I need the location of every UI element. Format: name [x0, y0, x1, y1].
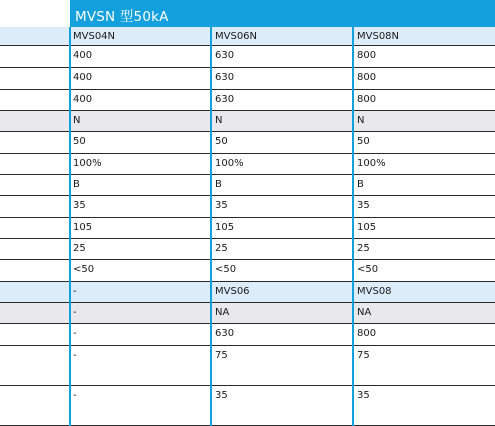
table-cell: MVS06N — [215, 31, 258, 42]
table-cell: 50 — [215, 136, 228, 147]
table-cell: - — [73, 390, 77, 401]
table-cell: N — [73, 115, 81, 126]
table-row — [0, 27, 495, 46]
table-row — [0, 346, 495, 386]
table-cell: - — [73, 350, 77, 361]
table-row — [0, 282, 495, 303]
table-cell: 800 — [357, 50, 377, 61]
table-cell: 75 — [357, 350, 370, 361]
table-cell: 25 — [215, 243, 228, 254]
table-cell: <50 — [73, 264, 95, 275]
table-cell: - — [73, 328, 77, 339]
table-cell: MVS08N — [357, 31, 400, 42]
table-cell: 25 — [357, 243, 370, 254]
column-divider — [352, 27, 354, 426]
table-cell: B — [73, 179, 80, 190]
table-cell: 35 — [73, 200, 86, 211]
table-cell: 630 — [215, 94, 235, 105]
table-cell: <50 — [357, 264, 379, 275]
table-cell: 35 — [215, 200, 228, 211]
table-cell: 35 — [215, 390, 228, 401]
table-cell: 400 — [73, 50, 93, 61]
table-cell: N — [215, 115, 223, 126]
table-cell: 630 — [215, 72, 235, 83]
table-cell: MVS06 — [215, 286, 250, 297]
table-cell: 50 — [73, 136, 86, 147]
table-row — [0, 196, 495, 218]
table-cell: - — [73, 286, 77, 297]
table-cell: 35 — [357, 200, 370, 211]
table-cell: 35 — [357, 390, 370, 401]
table-cell: 400 — [73, 72, 93, 83]
table-cell: NA — [215, 307, 230, 318]
table-row — [0, 303, 495, 324]
table-cell: 105 — [73, 222, 93, 233]
table-cell: <50 — [215, 264, 237, 275]
table-cell: 630 — [215, 328, 235, 339]
table-cell: 800 — [357, 328, 377, 339]
table-cell: B — [215, 179, 222, 190]
table-cell: N — [357, 115, 365, 126]
table-title: MVSN 型50kA — [75, 9, 169, 25]
table-row — [0, 218, 495, 239]
table-row — [0, 154, 495, 175]
table-cell: 100% — [73, 158, 102, 169]
table-row — [0, 239, 495, 260]
table-row — [0, 90, 495, 111]
table-row — [0, 132, 495, 154]
table-cell: 630 — [215, 50, 235, 61]
table-row — [0, 260, 495, 282]
table-cell: 105 — [357, 222, 377, 233]
table-cell: MVS08 — [357, 286, 392, 297]
table-row — [0, 324, 495, 346]
column-divider — [69, 27, 71, 426]
table-cell: MVS04N — [73, 31, 116, 42]
table-row — [0, 68, 495, 90]
table-cell: B — [357, 179, 364, 190]
table-row — [0, 46, 495, 68]
table-cell: - — [73, 307, 77, 318]
table-row — [0, 175, 495, 196]
table-cell: 800 — [357, 94, 377, 105]
table-row — [0, 386, 495, 426]
table-cell: 800 — [357, 72, 377, 83]
table-row — [0, 111, 495, 132]
table-cell: 400 — [73, 94, 93, 105]
column-divider — [210, 27, 212, 426]
table-cell: 50 — [357, 136, 370, 147]
table-cell: NA — [357, 307, 372, 318]
table-title-bar — [0, 0, 495, 27]
table-cell: 75 — [215, 350, 228, 361]
table-cell: 100% — [357, 158, 386, 169]
table-cell: 25 — [73, 243, 86, 254]
table-cell: 100% — [215, 158, 244, 169]
table-cell: 105 — [215, 222, 235, 233]
